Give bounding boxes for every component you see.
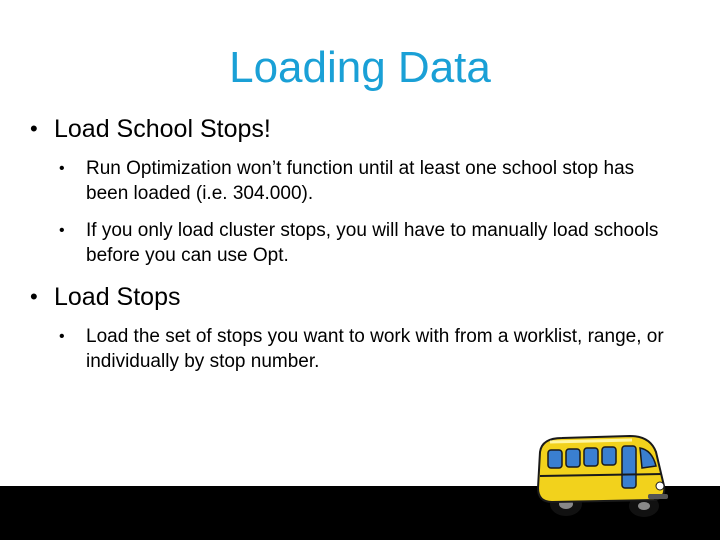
bullet-load-school-stops (30, 112, 690, 146)
bullet-icon: • (30, 116, 38, 141)
bullet-text: Load Stops (54, 283, 181, 311)
sub-bullet-text: If you only load cluster stops, you will have to manually load schools before you can use Opt. (86, 220, 659, 266)
sub-bullet-cluster-stops (30, 218, 676, 268)
school-bus-icon (532, 430, 672, 518)
bullet-icon: • (30, 284, 38, 309)
sub-bullet-run-optimization (30, 156, 676, 206)
sub-bullet-icon: • (59, 222, 65, 239)
slide-title: Loading Data (229, 43, 491, 92)
sub-bullet-icon: • (59, 328, 65, 345)
sub-bullet-text: Run Optimization won’t function until at least one school stop has been loaded (i.e. 304.000). (86, 158, 635, 204)
bullet-load-stops (30, 280, 690, 314)
sub-bullet-icon: • (59, 160, 65, 177)
sub-bullet-text: Load the set of stops you want to work with from a worklist, range, or individually by stop number. (86, 326, 664, 372)
bullet-text: Load School Stops! (54, 115, 271, 143)
sub-bullet-load-set (30, 324, 676, 374)
bullet-list (30, 112, 690, 386)
